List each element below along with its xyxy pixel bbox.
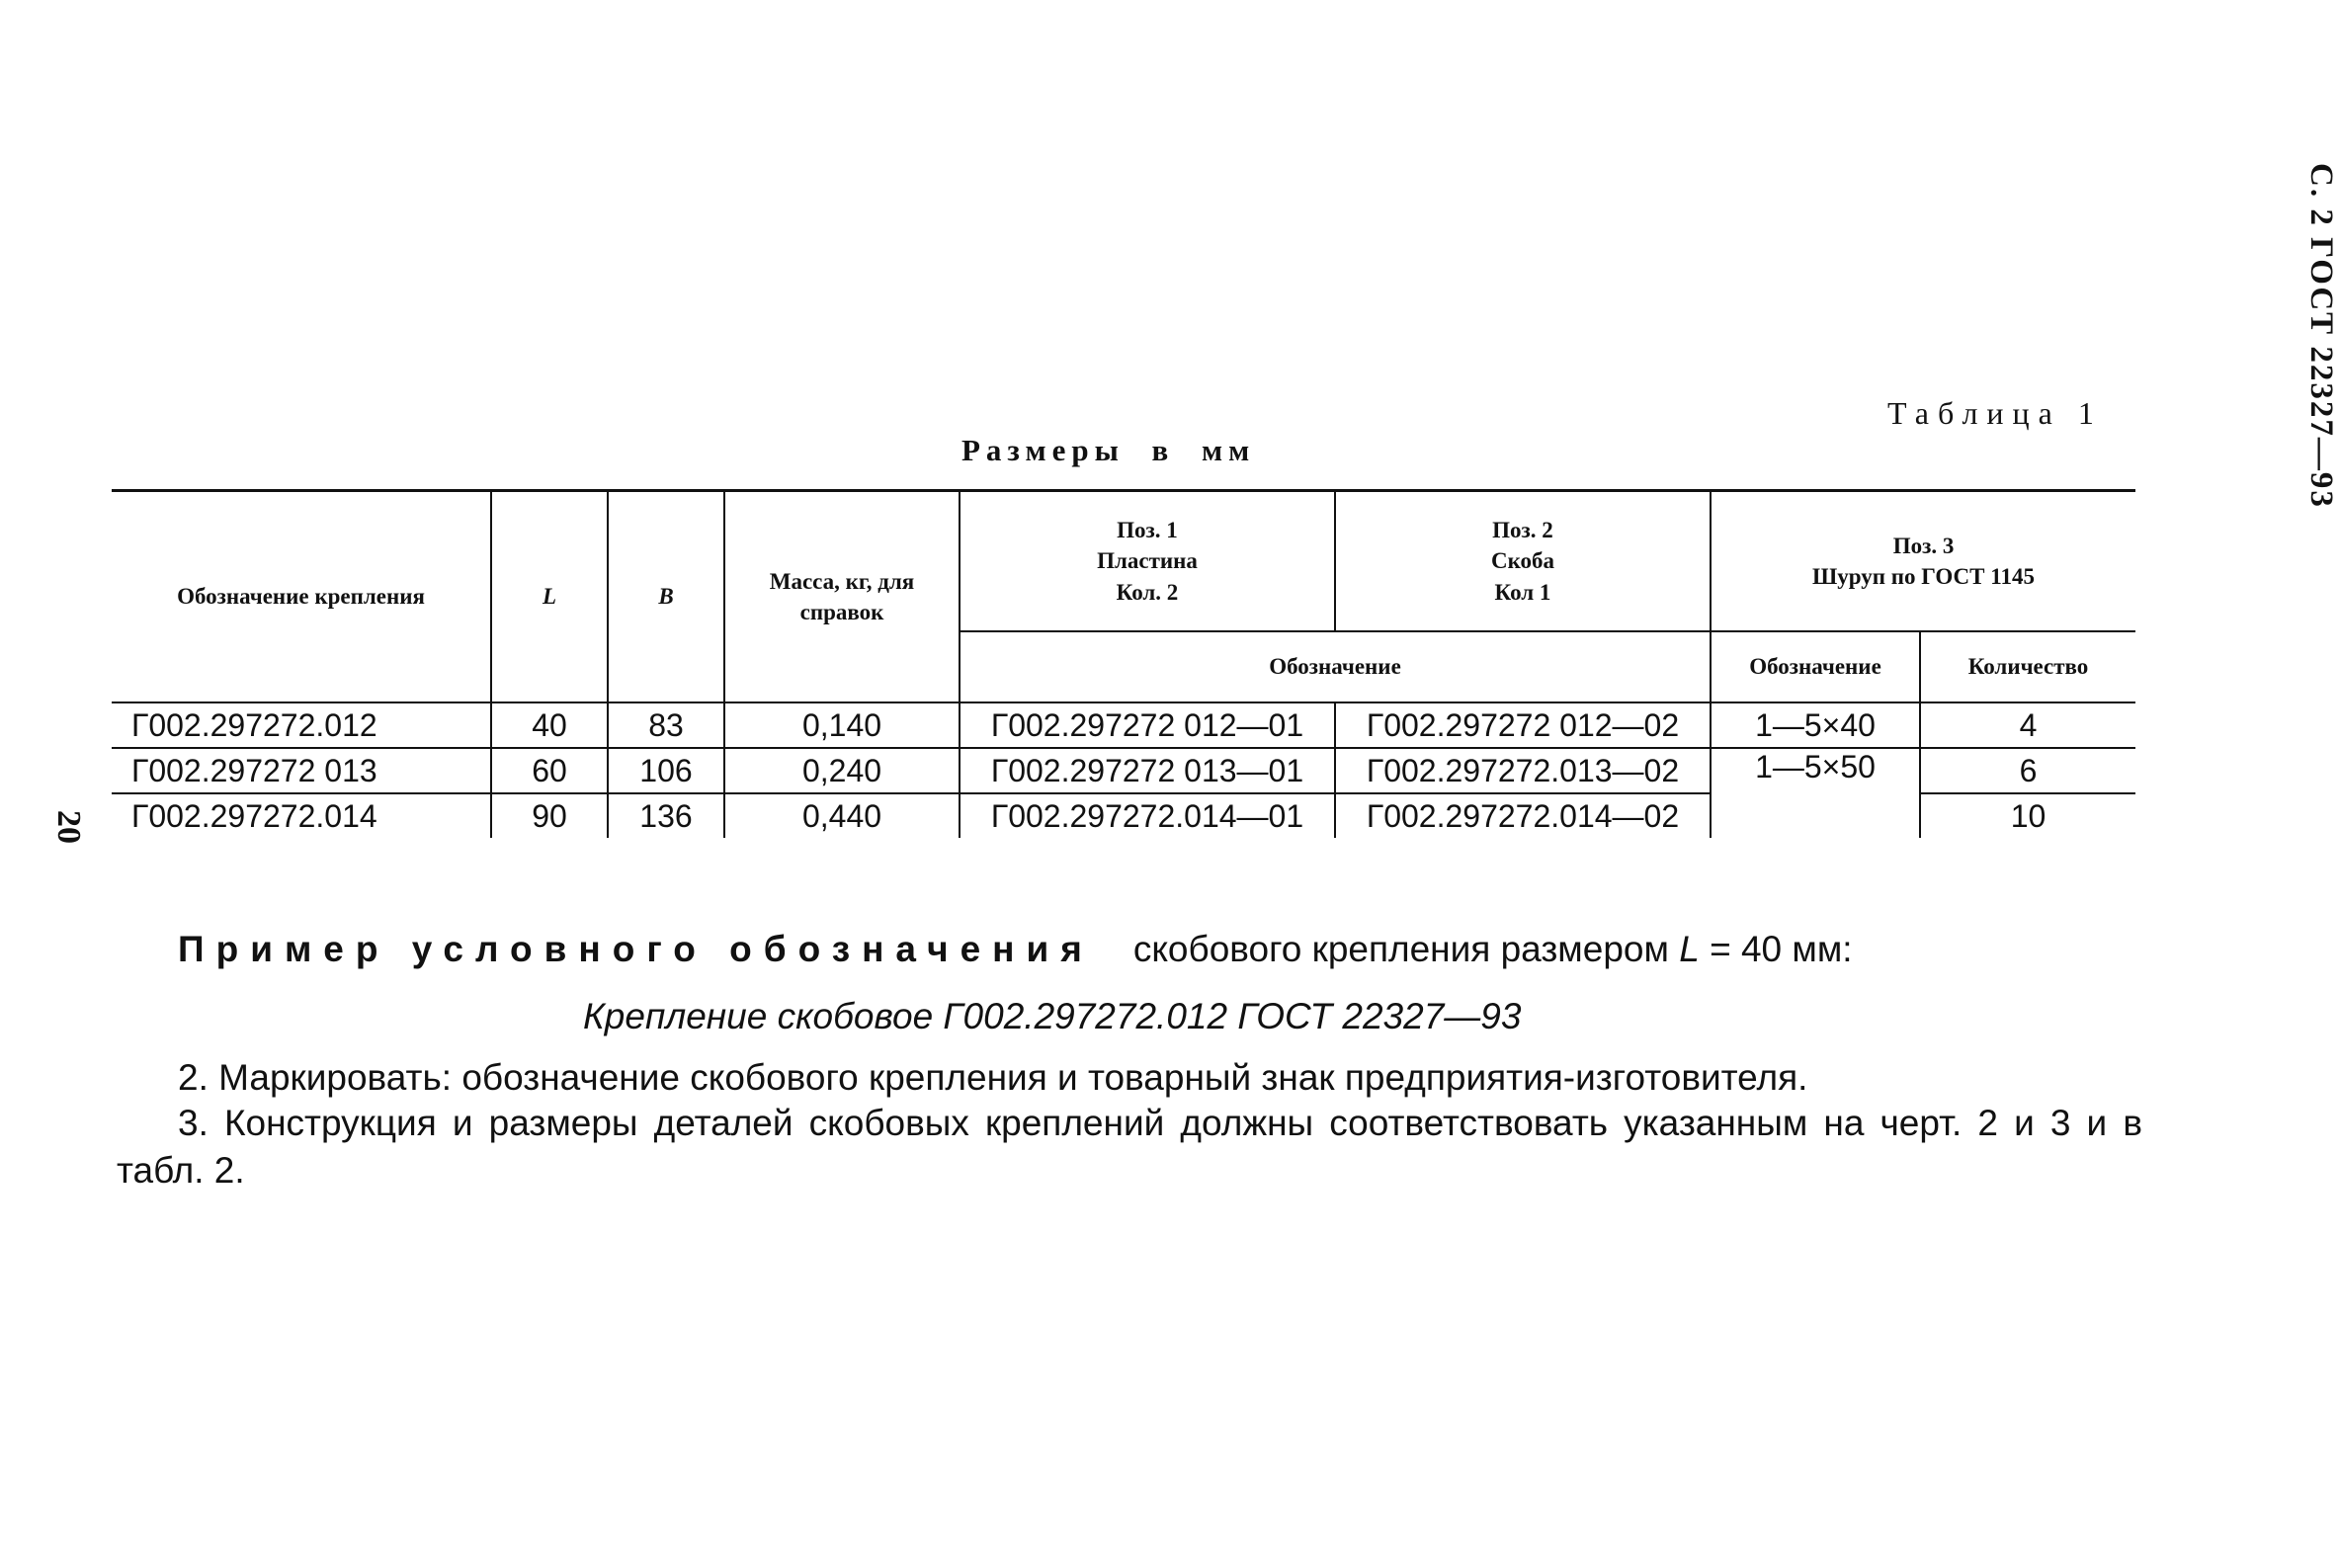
cell-mass: 0,240 — [724, 748, 960, 793]
cell-B: 136 — [608, 793, 724, 838]
cell-designation: Г002.297272.014 — [131, 797, 377, 834]
cell-qty: 6 — [1920, 748, 2135, 793]
header-pos3-quantity: Количество — [1920, 631, 2135, 702]
dims-word-3: мм — [1202, 433, 1256, 467]
dims-word-2: в — [1151, 433, 1175, 467]
paragraph-item-3: 3. Конструкция и размеры деталей скобовых креплений должны соответствовать указанным на черт. 2 и 3 и в табл. 2. — [117, 1103, 2142, 1191]
cell-designation: Г002.297272 013 — [112, 748, 491, 793]
table-row — [112, 748, 2135, 793]
cell-designation: Г002.297272.012 — [112, 702, 491, 748]
header-pos3: Поз. 3 Шуруп по ГОСТ 1145 — [1711, 491, 2135, 632]
cell-pos2: Г002.297272.013—02 — [1335, 748, 1711, 793]
cell-L: 40 — [491, 702, 608, 748]
example-var: L — [1679, 929, 1700, 969]
page-number: 20 — [50, 810, 87, 844]
running-head: С. 2 ГОСТ 22327—93 — [2303, 163, 2339, 509]
table-label: Таблица 1 — [1887, 395, 2103, 431]
example-heading — [178, 929, 1853, 970]
dims-word-1: Размеры — [961, 433, 1125, 467]
cell-mass: 0,140 — [724, 702, 960, 748]
cell-qty: 4 — [1920, 702, 2135, 748]
cell-screw: 1—5×50 — [1711, 748, 1920, 838]
dimensions-caption — [961, 433, 1255, 468]
paragraph-item-2: 2. Маркировать: обозначение скобового крепления и товарный знак предприятия-изготовителя. — [178, 1057, 1808, 1098]
cell-L: 60 — [491, 748, 608, 793]
cell-B: 83 — [608, 702, 724, 748]
header-pos2: Поз. 2 Скоба Кол 1 — [1335, 491, 1711, 632]
specification-table — [112, 489, 2135, 838]
header-designation: Обозначение крепления — [112, 491, 491, 703]
cell-qty: 10 — [1920, 793, 2135, 838]
header-L: L — [491, 491, 608, 703]
header-pos3-designation: Обозначение — [1711, 631, 1920, 702]
header-B: B — [608, 491, 724, 703]
cell-pos1: Г002.297272 013—01 — [960, 748, 1335, 793]
cell-B: 106 — [608, 748, 724, 793]
cell-pos2: Г002.297272 012—02 — [1335, 702, 1711, 748]
header-oboznachenie-span: Обозначение — [960, 631, 1711, 702]
table-row — [112, 702, 2135, 748]
example-rest-after: = 40 мм: — [1710, 929, 1853, 969]
cell-L: 90 — [491, 793, 608, 838]
example-designation: Крепление скобовое Г002.297272.012 ГОСТ 22327—93 — [583, 996, 1522, 1036]
example-lead: Пример условного обозначения — [178, 929, 1094, 969]
header-pos1: Поз. 1 Пластина Кол. 2 — [960, 491, 1335, 632]
cell-mass: 0,440 — [724, 793, 960, 838]
cell-pos2: Г002.297272.014—02 — [1335, 793, 1711, 838]
header-mass: Масса, кг, для справок — [724, 491, 960, 703]
example-rest-before: скобового крепления размером — [1132, 929, 1669, 969]
cell-pos1: Г002.297272.014—01 — [960, 793, 1335, 838]
cell-pos1: Г002.297272 012—01 — [960, 702, 1335, 748]
cell-screw: 1—5×40 — [1711, 702, 1920, 748]
